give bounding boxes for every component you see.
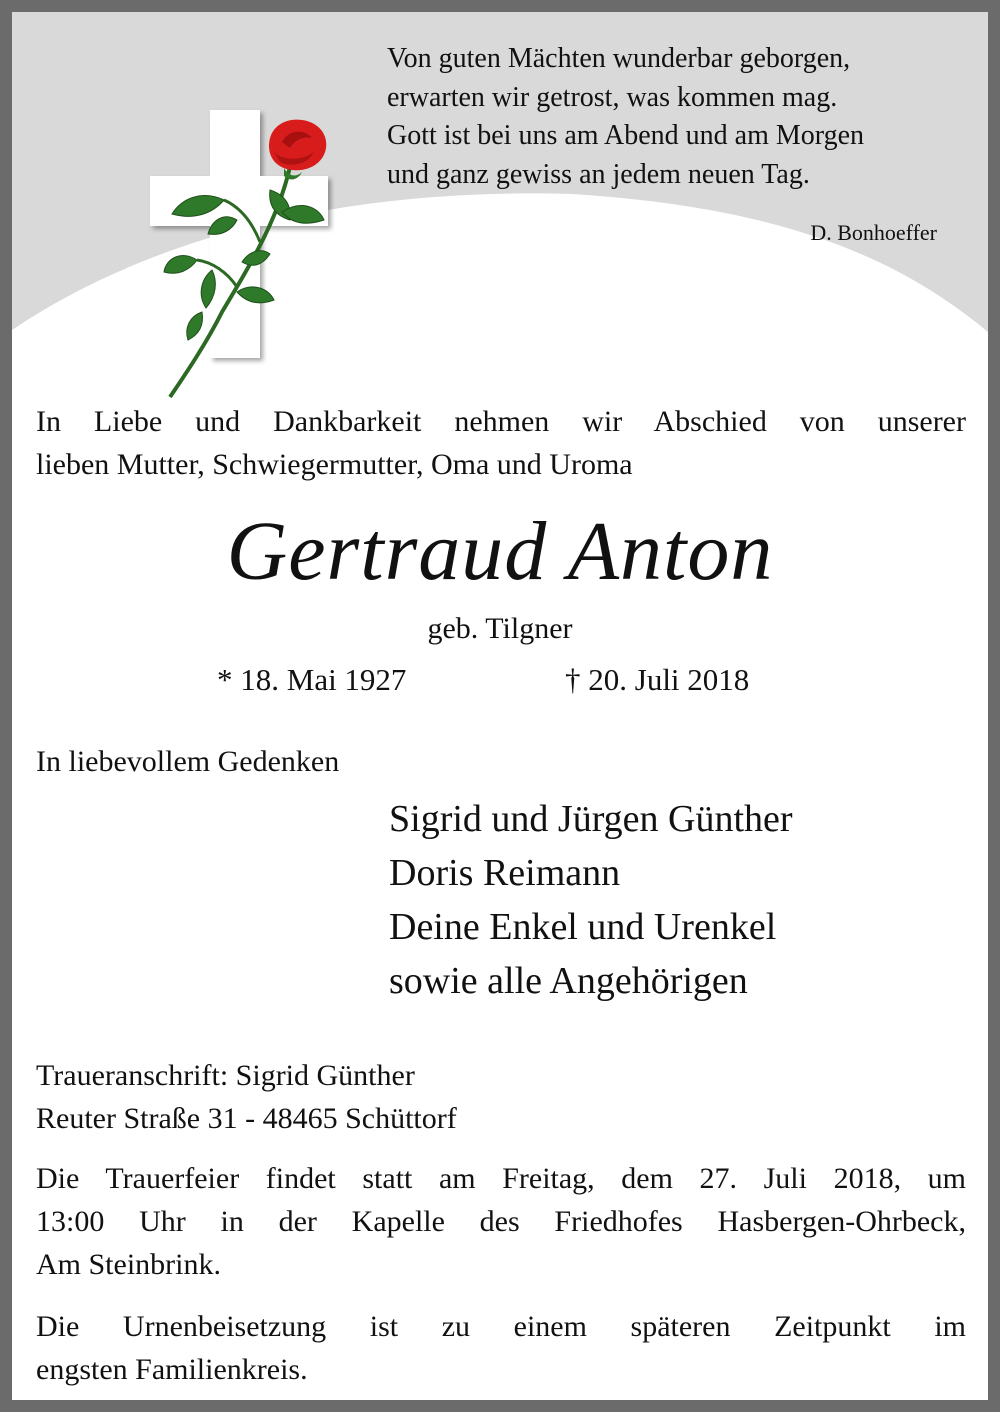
service-line: 13:00 Uhr in der Kapelle des Friedhofes Hasbergen-Ohrbeck,: [36, 1205, 966, 1238]
poem-author: D. Bonhoeffer: [810, 220, 937, 245]
poem-line: erwarten wir getrost, was kommen mag.: [387, 81, 838, 113]
service-line: Am Steinbrink.: [36, 1248, 221, 1281]
mourner: Doris Reimann: [389, 852, 621, 894]
mourning-address: [36, 1054, 457, 1140]
intro-text: [36, 400, 966, 486]
intro-line: In Liebe und Dankbarkeit nehmen wir Abschied von unserer: [36, 405, 966, 438]
poem-line: Gott ist bei uns am Abend und am Morgen: [387, 120, 864, 151]
deceased-name: Gertraud Anton: [226, 505, 774, 598]
poem-line: und ganz gewiss an jedem neuen Tag.: [387, 158, 810, 190]
birth-date: * 18. Mai 1927: [217, 662, 407, 697]
address-line: Reuter Straße 31 - 48465 Schüttorf: [36, 1102, 457, 1135]
death-date: † 20. Juli 2018: [565, 662, 750, 697]
cross-with-rose-icon: [142, 102, 352, 402]
urn-burial-text: [36, 1305, 966, 1391]
rose-icon: [269, 120, 326, 180]
service-line: Die Trauerfeier findet statt am Freitag, dem 27. Juli 2018, um: [36, 1162, 966, 1195]
urn-line: Die Urnenbeisetzung ist zu einem späteren Zeitpunkt im: [36, 1310, 966, 1343]
intro-line: lieben Mutter, Schwiegermutter, Oma und Uroma: [36, 448, 633, 481]
poem-line: Von guten Mächten wunderbar geborgen,: [387, 43, 851, 74]
mourner: sowie alle Angehörigen: [389, 960, 748, 1002]
mourner: Sigrid und Jürgen Günther: [389, 798, 793, 840]
poem: [387, 40, 967, 245]
mourners-list: [389, 792, 793, 1008]
mourner: Deine Enkel und Urenkel: [389, 906, 777, 948]
memory-text: In liebevollem Gedenken: [36, 745, 340, 778]
maiden-name: geb. Tilgner: [427, 612, 573, 645]
funeral-service-text: [36, 1157, 966, 1286]
address-line: Traueranschrift: Sigrid Günther: [36, 1059, 415, 1092]
urn-line: engsten Familienkreis.: [36, 1353, 308, 1386]
